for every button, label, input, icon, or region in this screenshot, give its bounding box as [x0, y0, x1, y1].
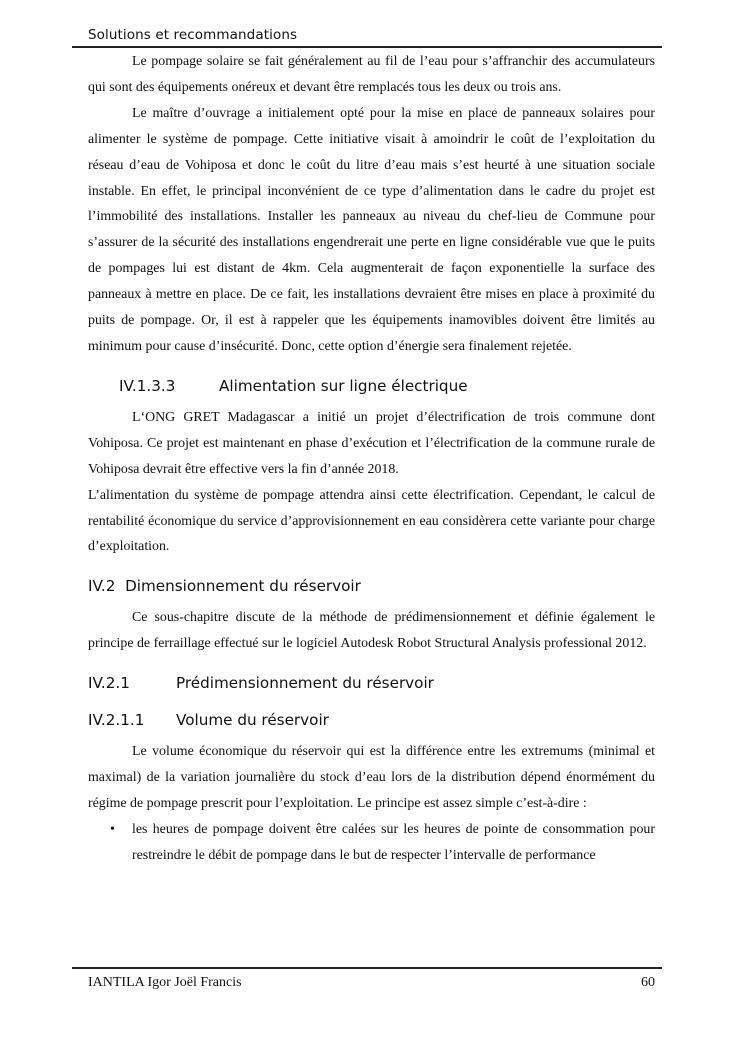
heading-reservoir-volume	[88, 702, 655, 739]
heading-title: Prédimensionnement du réservoir	[176, 674, 434, 693]
page-content	[88, 49, 655, 869]
heading-predimensioning	[88, 665, 655, 702]
bullet-icon: •	[110, 821, 115, 837]
header-rule	[72, 46, 662, 48]
paragraph-subchapter-intro: Ce sous-chapitre discute de la méthode de prédimensionnement et définie également le principe de ferraillage effectué sur le logiciel Autodesk Robot Structural Analysis professional 2012.	[88, 610, 655, 652]
heading-title: Alimentation sur ligne électrique	[219, 376, 468, 395]
paragraph-economic-volume: Le volume économique du réservoir qui est la différence entre les extremums (minimal et maximal) de la variation journalière du stock d’eau lors de la distribution dépend énormément du régime de pompage prescrit pour l’exploitation. Le principe est assez simple c’est-à-dire :	[88, 744, 655, 811]
list-item	[88, 817, 655, 869]
footer-rule	[72, 967, 662, 969]
heading-number: IV.2.1	[88, 674, 130, 693]
paragraph-gret-project: L‘ONG GRET Madagascar a initié un projet d’électrification de trois commune dont Vohiposa. Ce projet est maintenant en phase d’exécution et l’électrification de la commune rurale de Vohiposa devrait être effective vers la fin d’année 2018.	[88, 409, 655, 477]
list-item-text: les heures de pompage doivent être calées sur les heures de pointe de consommation pour restreindre le débit de pompage dans le but de respecter l’intervalle de performance	[132, 821, 655, 863]
heading-title: Volume du réservoir	[176, 711, 329, 730]
paragraph-solar-pumping: Le pompage solaire se fait généralement au fil de l’eau pour s’affranchir des accumulateurs qui sont des équipements onéreux et devant être remplacés tous les deux ou trois ans.	[88, 54, 655, 95]
footer-author: IANTILA Igor Joël Francis	[88, 975, 242, 990]
heading-reservoir-sizing	[88, 568, 655, 605]
paragraph-electrification-wait: L’alimentation du système de pompage attendra ainsi cette électrification. Cependant, le calcul de rentabilité économique du service d’approvisionnement en eau considèrera cette variante pour charge d’exploitation.	[88, 487, 655, 555]
page-number: 60	[641, 975, 655, 990]
heading-number: IV.1.3.3	[119, 376, 176, 395]
heading-title: Dimensionnement du réservoir	[125, 577, 361, 596]
heading-number: IV.2.1.1	[88, 711, 145, 730]
bullet-list	[88, 817, 655, 869]
heading-electric-line	[88, 368, 655, 405]
running-header: Solutions et recommandations	[88, 27, 298, 43]
heading-number: IV.2	[88, 577, 116, 596]
paragraph-solar-panels: Le maître d’ouvrage a initialement opté pour la mise en place de panneaux solaires pour alimenter le système de pompage. Cette initiative visait à amoindrir le coût de l’exploitation du réseau d’eau de Vohiposa et donc le coût du litre d’eau mais s’est heurté à une situation sociale instable. En effet, le principal inconvénient de ce type d’alimentation dans le cadre du projet est l’immobilité des installations. Installer les panneaux au niveau du chef-lieu de Commune pour s’assurer de la sécurité des installations engendrerait une perte en ligne considérable vue que le puits de pompages lui est distant de 4km. Cela augmenterait de façon exponentielle la surface des panneaux à mettre en place. De ce fait, les installations devraient être mises en place à proximité du puits de pompage. Or, il est à rappeler que les équipements inamovibles doivent être limités au minimum pour cause d’insécurité. Donc, cette option d’énergie sera finalement rejetée.	[88, 105, 655, 354]
